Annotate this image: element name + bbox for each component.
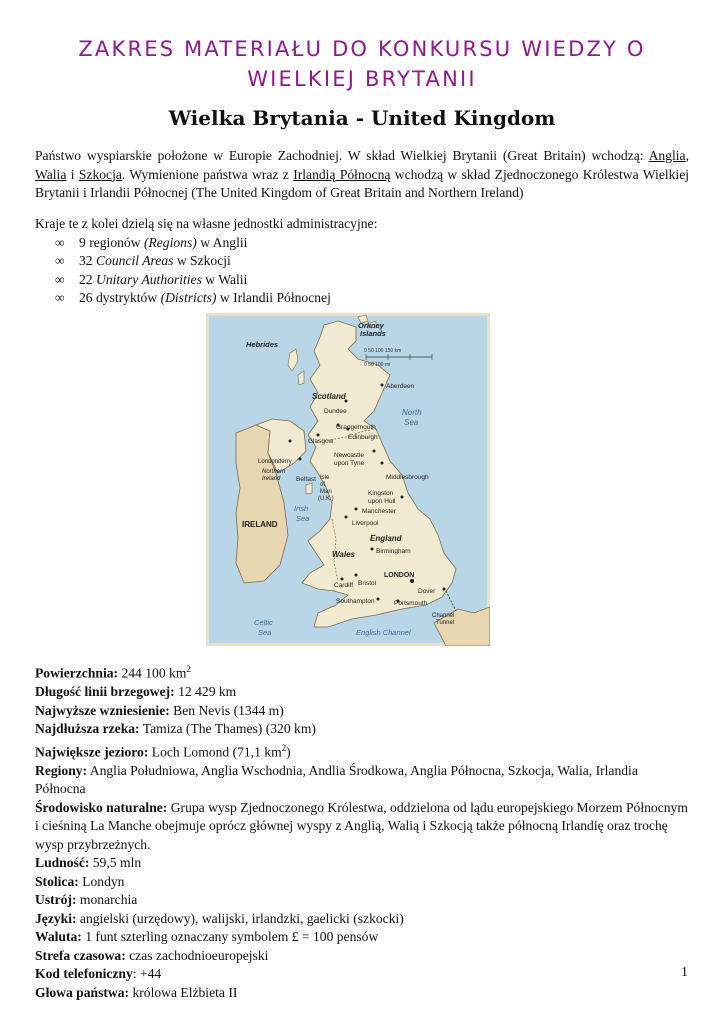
fact-sup: 2 [281,742,287,753]
fact-value: 12 429 km [174,684,237,700]
bullet-icon: ∞ [55,271,65,287]
label-glasgow: Glasgow [308,438,334,445]
city-dot [377,598,380,601]
label-scotland: Scotland [312,392,346,401]
fact-value: Ben Nevis (1344 m) [169,702,284,718]
label-ireland: IRELAND [242,520,278,529]
scale-label-km: 0 50 100 150 km [364,348,402,354]
label-north-sea: Sea [404,418,419,427]
city-dot [371,548,374,551]
city-dot [401,496,404,499]
fact-rzeka [35,720,689,739]
irlandia-link[interactable]: Irlandią Północną [293,166,391,182]
city-dot [355,574,358,577]
intro-text-1: Państwo wyspiarskie położone w Europie Zachodniej. W skład Wielkiej Brytanii (Great Britain) wchodzą: [35,148,649,163]
label-north: North [402,408,422,417]
label-english-channel: English Channel [356,628,411,637]
label-england: England [370,534,402,543]
scale-label-mi: 0 50 100 mi [364,362,391,368]
fact-value-close: ) [286,744,291,760]
fact-label: Strefa czasowa: [35,947,126,963]
admin-item-em: (Regions) [143,234,197,250]
label-london: LONDON [384,572,415,579]
admin-item-post: w Walii [201,271,248,287]
intro-sep-1: , [685,148,689,163]
fact-srodowisko [35,799,689,855]
fact-jezioro [35,739,689,762]
admin-item-post: w Irlandii Północnej [216,290,331,305]
label-newcastle: Newcastle [334,452,364,459]
label-londonderry: Londonderry [258,459,292,465]
intro-sep-2: i [66,166,79,182]
page-number: 1 [681,965,688,980]
fact-label: Głowa państwa: [35,984,130,1000]
fact-label: Ludność: [35,855,90,871]
city-dot [299,458,302,461]
fact-powierzchnia [35,660,689,683]
intro-text-2: . Wymienione państwa wraz z [121,166,294,182]
szkocja-link[interactable]: Szkocja [78,166,122,182]
label-kingston: Kingston [368,490,394,497]
city-dot [410,579,414,583]
label-aberdeen: Aberdeen [386,383,415,390]
fact-value: monarchia [76,892,138,908]
fact-value: Grupa wysp Zjednoczonego Królestwa, oddzielona od lądu europejskiego Morzem Północnym i cieśniną La Manche obejmuje oprócz głównej wyspy z Anglią, Walią i Szkocją także północną Irlandię oraz trochę wysp przybrzeżnych. [35,799,688,852]
fact-value: Tamiza (The Thames) (320 km) [139,721,316,737]
label-manchester: Manchester [362,508,396,515]
city-dot [373,450,376,453]
fact-jezyki [35,910,689,929]
label-cardiff: Cardiff [334,582,354,589]
label-man: Man [320,489,332,495]
facts-section [35,660,689,1002]
label-uk: (U.K.) [318,496,334,502]
label-middlesbrough: Middlesbrough [386,474,429,481]
admin-item-unitary-authorities [35,271,689,290]
admin-item-pre: 22 [79,271,96,287]
fact-label: Powierzchnia: [35,665,119,681]
fact-ustroj [35,891,689,910]
admin-section [35,215,689,308]
admin-lead: Kraje te z kolei dzielą się na własne jednostki administracyjne: [35,216,378,231]
fact-label: Najdłuższa rzeka: [35,721,140,737]
admin-item-districts [35,289,689,308]
intro-paragraph [35,147,689,203]
label-celtic: Celtic [254,618,273,627]
document-title [40,34,684,94]
label-wales: Wales [332,550,355,559]
label-hebrides: Hebrides [246,340,279,349]
fact-value: królowa Elżbieta II [129,984,238,1000]
intro-text-3: wchodzą w skład Zjednoczonego Królestwa Wielkiej Brytanii i Irlandii Północnej (The United Kingdom of Great Britain and Northern Ireland) [35,166,690,200]
title-line-2: WIELKIEJ BRYTANII [247,67,477,91]
fact-stolica [35,873,689,892]
title-line-1: ZAKRES MATERIAŁU DO KONKURSU WIEDZY O [78,37,646,61]
bullet-icon: ∞ [55,253,65,268]
admin-item-post: w Szkocji [173,253,231,268]
admin-item-em: Unitary Authorities [96,271,202,287]
fact-kod-telefoniczny [35,965,689,984]
admin-item-post: w Anglii [196,234,248,250]
label-islands: Islands [360,329,386,338]
admin-list [35,234,689,308]
fact-value: Anglia Południowa, Anglia Wschodnia, Andlia Środkowa, Anglia Północna, Szkocja, Walia, Irlandia Północna [35,762,638,797]
label-dundee: Dundee [324,408,347,415]
label-bristol: Bristol [358,580,377,587]
label-channel: Channel [432,613,455,619]
label-grangemouth: Grangemouth [336,424,376,431]
fact-label: Największe jezioro: [35,744,149,760]
fact-label: Najwyższe wzniesienie: [35,702,170,718]
fact-ludnosc [35,854,689,873]
fact-value: 59,5 mln [89,855,142,871]
label-irish-sea: Sea [296,514,310,523]
label-portsmouth: Portsmouth [394,600,428,607]
label-dover: Dover [418,588,436,595]
label-of: of [320,482,326,488]
fact-glowa-panstwa [35,984,689,1003]
fact-value: 1 funt szterling oznaczany symbolem £ = 100 pensów [81,929,379,945]
fact-value: czas zachodnioeuropejski [125,947,269,963]
label-northern: Northern [262,469,286,475]
fact-label: Ustrój: [35,892,77,908]
fact-strefa-czasowa [35,947,689,966]
label-edinburgh: Edinburgh [348,434,378,441]
bullet-icon: ∞ [55,290,65,305]
city-dot [381,462,384,465]
label-irish: Irish [294,504,309,513]
fact-waluta [35,928,689,947]
label-upon-hull: upon Hull [368,498,396,505]
admin-item-pre: 26 dystryktów [79,290,161,305]
bullet-icon: ∞ [55,234,65,250]
label-upon-tyne: upon Tyne [334,460,365,467]
admin-item-council-areas [35,252,689,271]
admin-item-em: Council Areas [96,253,174,268]
city-dot [355,508,358,511]
fact-value: angielski (urzędowy), walijski, irlandzki, gaelicki (szkocki) [76,910,404,926]
label-liverpool: Liverpool [352,520,379,527]
uk-map [206,313,490,646]
label-ireland-ni: Ireland [262,476,281,482]
city-dot [381,384,384,387]
admin-item-em: (Districts) [160,290,217,305]
section-subtitle: Wielka Brytania - United Kingdom [168,106,556,130]
admin-item-pre: 9 regionów [79,234,144,250]
label-birmingham: Birmingham [376,548,411,555]
fact-label: Waluta: [35,929,82,945]
fact-value: Loch Lomond (71,1 km [148,744,282,760]
fact-wzniesienie [35,702,689,721]
label-isle: Isle [320,475,330,481]
label-belfast: Belfast [296,476,316,483]
walia-link[interactable]: Walia [35,166,67,182]
fact-label: Stolica: [35,873,79,889]
fact-linia-brzegowa [35,683,689,702]
admin-item-pre: 32 [79,253,96,268]
fact-sup: 2 [186,664,191,674]
city-dot [289,440,292,443]
label-tunnel: Tunnel [436,620,455,626]
city-dot [443,588,446,591]
label-celtic-sea: Sea [258,628,272,637]
fact-label: Języki: [35,910,77,926]
fact-value: Londyn [78,873,125,889]
fact-label: Regiony: [35,762,88,778]
isle-of-man [306,483,312,494]
label-orkney: Orkney [358,321,384,330]
city-dot [317,434,320,437]
fact-regiony [35,762,689,799]
city-dot [345,516,348,519]
city-dot [341,578,344,581]
fact-label: Długość linii brzegowej: [35,684,175,700]
admin-item-regions [35,234,689,253]
fact-value: 244 100 km [118,665,187,681]
anglia-link[interactable]: Anglia [648,148,686,163]
fact-value: : +44 [132,966,162,982]
fact-label: Środowisko naturalne: [35,799,168,815]
fact-label: Kod telefoniczny [35,966,133,982]
label-southampton: Southampton [336,598,375,605]
